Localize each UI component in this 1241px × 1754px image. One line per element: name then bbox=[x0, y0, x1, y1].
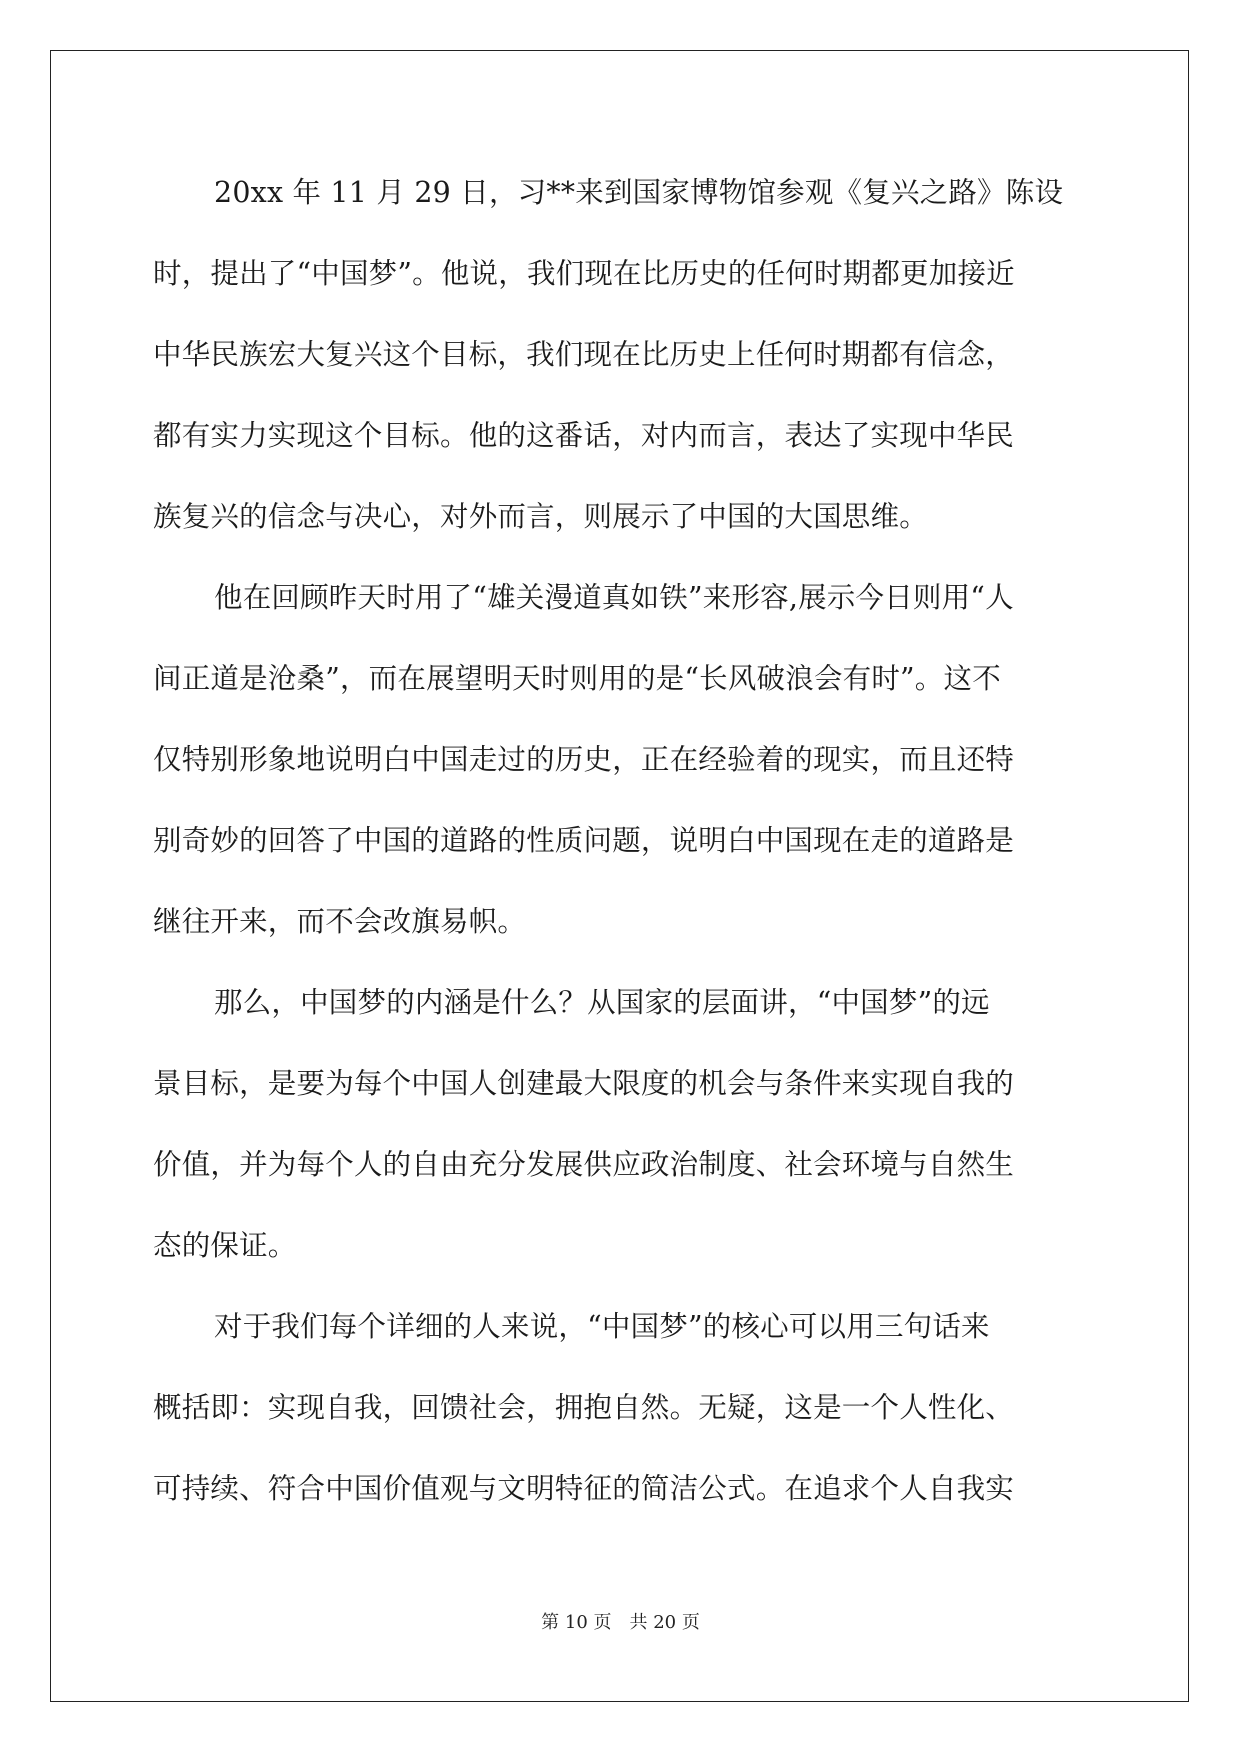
paragraph-2-line-3: 仅特别形象地说明白中国走过的历史，正在经验着的现实，而且还特 bbox=[153, 743, 1015, 776]
document-body bbox=[153, 152, 1085, 1529]
paragraph-1-line-2: 时，提出了“中国梦”。他说，我们现在比历史的任何时期都更加接近 bbox=[153, 257, 1015, 290]
paragraph-4-line-3: 可持续、符合中国价值观与文明特征的简洁公式。在追求个人自我实 bbox=[153, 1472, 1015, 1505]
page-footer bbox=[0, 1608, 1241, 1634]
paragraph-3-line-1: 那么，中国梦的内涵是什么？从国家的层面讲，“中国梦”的远 bbox=[214, 986, 990, 1019]
paragraph-2-line-2: 间正道是沧桑”，而在展望明天时则用的是“长风破浪会有时”。这不 bbox=[153, 662, 1001, 695]
paragraph-4-line-2: 概括即：实现自我，回馈社会，拥抱自然。无疑，这是一个人性化、 bbox=[153, 1391, 1015, 1424]
paragraph-2-line-5: 继往开来，而不会改旗易帜。 bbox=[153, 905, 527, 938]
paragraph-2-line-4: 别奇妙的回答了中国的道路的性质问题，说明白中国现在走的道路是 bbox=[153, 824, 1015, 857]
paragraph-1-line-4: 都有实力实现这个目标。他的这番话，对内而言，表达了实现中华民 bbox=[153, 419, 1015, 452]
paragraph-3-line-2: 景目标，是要为每个中国人创建最大限度的机会与条件来实现自我的 bbox=[153, 1067, 1015, 1100]
page-number: 第 10 页 bbox=[541, 1612, 612, 1633]
paragraph-3-line-3: 价值，并为每个人的自由充分发展供应政治制度、社会环境与自然生 bbox=[153, 1148, 1015, 1181]
paragraph-1-line-1: 20xx 年 11 月 29 日，习**来到国家博物馆参观《复兴之路》陈设 bbox=[214, 176, 1064, 209]
page-total: 共 20 页 bbox=[629, 1612, 700, 1633]
paragraph-2-line-1: 他在回顾昨天时用了“雄关漫道真如铁”来形容,展示今日则用“人 bbox=[214, 581, 1014, 614]
paragraph-1-line-3: 中华民族宏大复兴这个目标，我们现在比历史上任何时期都有信念， bbox=[153, 338, 1015, 371]
paragraph-3-line-4: 态的保证。 bbox=[153, 1229, 297, 1262]
paragraph-4-line-1: 对于我们每个详细的人来说，“中国梦”的核心可以用三句话来 bbox=[214, 1310, 990, 1343]
paragraph-1-line-5: 族复兴的信念与决心，对外而言，则展示了中国的大国思维。 bbox=[153, 500, 928, 533]
